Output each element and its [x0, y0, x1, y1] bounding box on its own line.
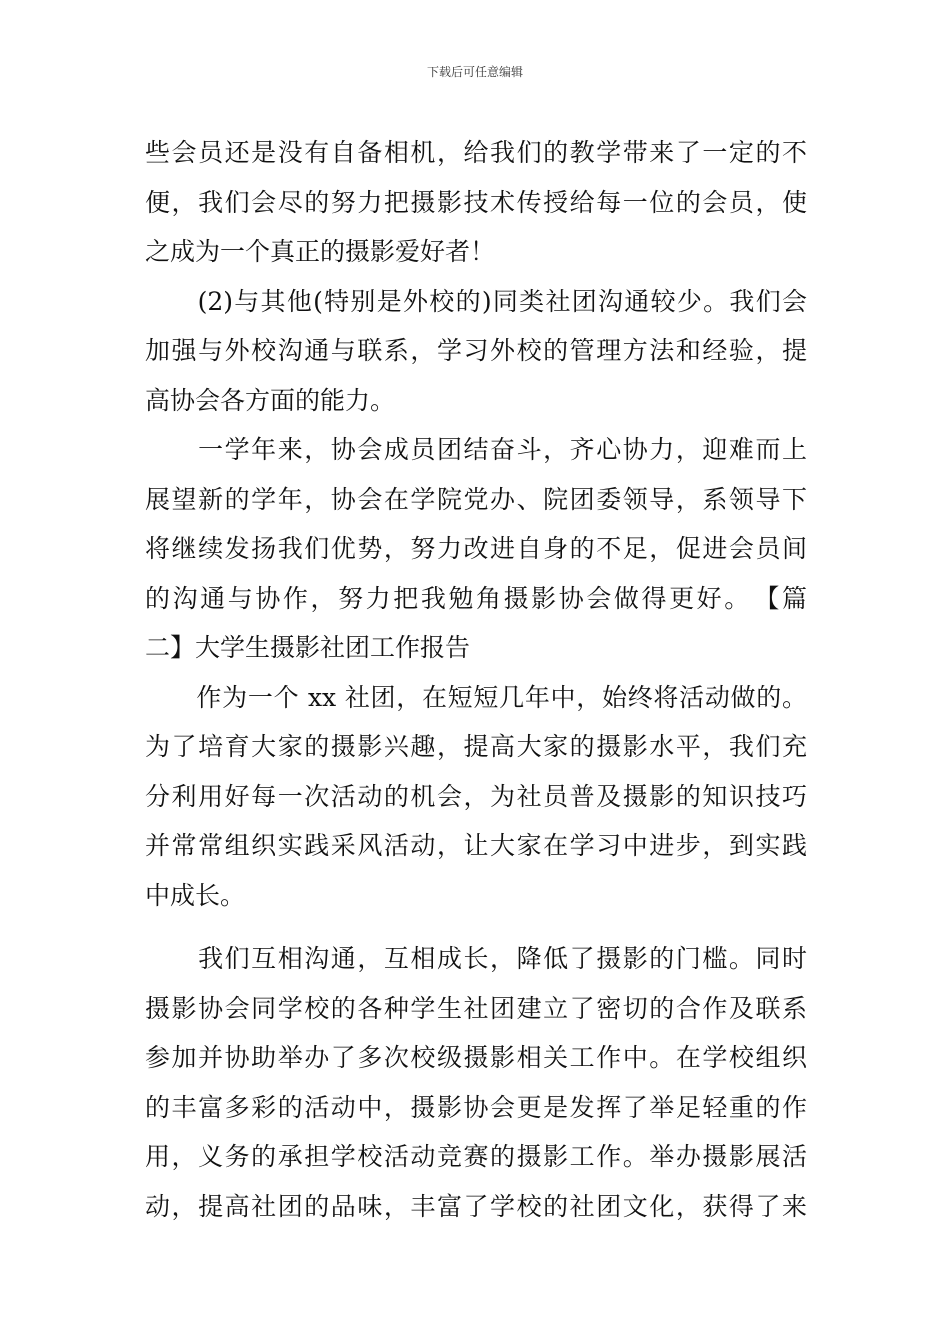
text-line: 的沟通与协作，努力把我勉角摄影协会做得更好。 【篇 — [145, 583, 807, 613]
text-line: 我们互相沟通，互相成长，降低了摄影的门槛。同时 — [145, 944, 807, 973]
text-line: 为了培育大家的摄影兴趣，提高大家的摄影水平，我们充 — [145, 732, 807, 761]
text-line: 的丰富多彩的活动中，摄影协会更是发挥了举足轻重的作 — [145, 1092, 807, 1122]
text-line: 二】大学生摄影社团工作报告 — [145, 633, 471, 662]
text-line: 摄影协会同学校的各种学生社团建立了密切的合作及联系 — [145, 993, 807, 1023]
text-line: 作为一个 xx 社团，在短短几年中，始终将活动做的。 — [145, 682, 807, 712]
text-line: 中成长。 — [145, 880, 246, 910]
text-line: (2)与其他(特别是外校的)同类社团沟通较少。我们会 — [145, 286, 807, 316]
text-line: 动，提高社团的品味，丰富了学校的社团文化，获得了来 — [145, 1191, 807, 1221]
text-line: 之成为一个真正的摄影爱好者！ — [145, 237, 496, 266]
text-line: 高协会各方面的能力。 — [145, 385, 396, 415]
text-line: 一学年来，协会成员团结奋斗，齐心协力，迎难而上 — [145, 435, 807, 464]
text-line: 参加并协助举办了多次校级摄影相关工作中。在学校组织 — [145, 1043, 807, 1072]
text-line: 展望新的学年，协会在学院党办、院团委领导，系领导下 — [145, 484, 807, 514]
text-line: 些会员还是没有自备相机，给我们的教学带来了一定的不 — [145, 138, 807, 167]
text-line: 将继续发扬我们优势，努力改进自身的不足，促进会员间 — [145, 534, 807, 563]
text-line: 用，义务的承担学校活动竞赛的摄影工作。举办摄影展活 — [145, 1142, 807, 1171]
document-body — [145, 128, 807, 1231]
text-line: 便，我们会尽的努力把摄影技术传授给每一位的会员，使 — [145, 187, 807, 217]
page-header: 下载后可任意编辑 — [426, 65, 523, 79]
text-line: 并常常组织实践采风活动，让大家在学习中进步，到实践 — [145, 831, 807, 860]
paragraph-gap — [145, 920, 807, 934]
text-line: 分利用好每一次活动的机会，为社员普及摄影的知识技巧 — [145, 781, 807, 811]
text-line: 加强与外校沟通与联系，学习外校的管理方法和经验，提 — [145, 336, 807, 365]
